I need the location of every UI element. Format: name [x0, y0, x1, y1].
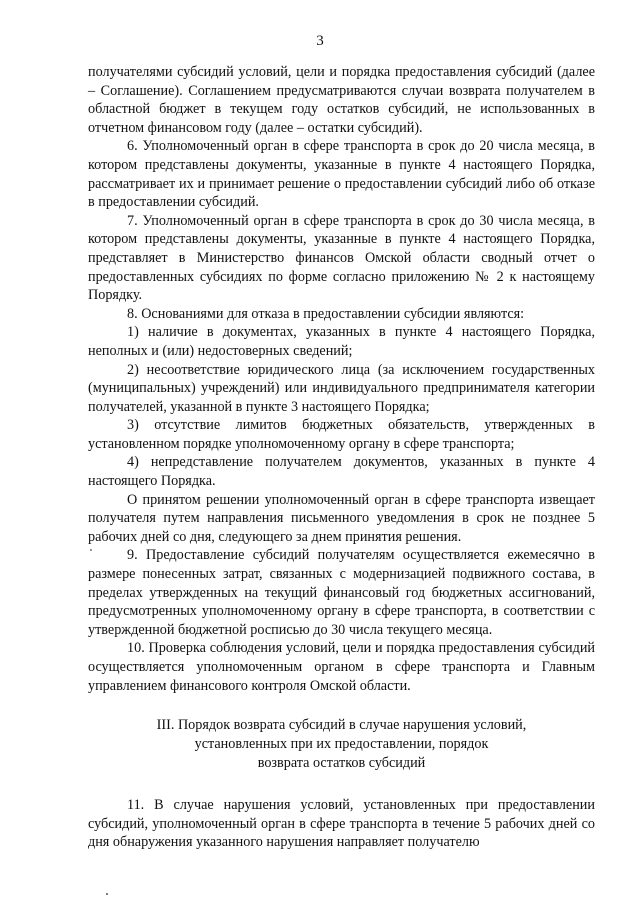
section-heading-line-3: возврата остатков субсидий — [257, 755, 426, 772]
document-body — [88, 63, 595, 852]
paragraph-8-item-2: 2) несоответствие юридического лица (за исключением государственных (муниципальных) учреждений) или индивидуального предпринимателя категории получателей, указанной в пункте 3 настоящего Порядка; — [88, 361, 595, 415]
paragraph-10: 10. Проверка соблюдения условий, цели и порядка предоставления субсидий осуществляется уполномоченным органом в сфере транспорта и Главным управлением финансового контроля Омской области. — [88, 640, 595, 694]
paragraph-8-item-4: 4) непредставление получателем документов, указанных в пункте 4 настоящего Порядка. — [88, 454, 595, 490]
paragraph-7: 7. Уполномоченный орган в сфере транспорта в срок до 30 числа месяца, в котором представлены документы, указанные в пункте 4 настоящего Порядка, представляет в Министерство финансов Омской области сводный отчет о предоставленных субсидиях по форме согласно приложению № 2 к настоящему Порядку. — [88, 212, 595, 304]
scan-dot — [106, 893, 108, 895]
paragraph-continuation: получателями субсидий условий, цели и порядка предоставления субсидий (далее – Соглашение). Соглашением предусматриваются случаи возврата получателем в областной бюджет в текущем году остатков субсидий, не использованных в отчетном финансовом году (далее – остатки субсидий). — [88, 64, 595, 136]
paragraph-8-item-1: 1) наличие в документах, указанных в пункте 4 настоящего Порядка, неполных и (или) недостоверных сведений; — [88, 324, 595, 359]
section-heading-line-2: установленных при их предоставлении, порядок — [194, 736, 489, 753]
paragraph-11: 11. В случае нарушения условий, установленных при предоставлении субсидий, уполномоченный орган в сфере транспорта в течение 5 рабочих дней со дня обнаружения указанного нарушения направляет получателю — [88, 797, 595, 851]
section-heading-line-1: III. Порядок возврата субсидий в случае нарушения условий, — [156, 717, 527, 734]
paragraph-8-decision: О принятом решении уполномоченный орган в сфере транспорта извещает получателя путем направления письменного уведомления в срок не позднее 5 рабочих дней со дня, следующего за днем принятия решения. — [88, 491, 595, 545]
paragraph-6: 6. Уполномоченный орган в сфере транспорта в срок до 20 числа месяца, в котором представлены документы, указанные в пункте 4 настоящего Порядка, рассматривает их и принимает решение о предоставлении субсидий либо об отказе в предоставлении субсидий. — [88, 138, 595, 211]
section-heading — [88, 716, 595, 773]
paragraph-8: 8. Основаниями для отказа в предоставлении субсидии являются: — [127, 305, 525, 322]
paragraph-8-item-3: 3) отсутствие лимитов бюджетных обязательств, утвержденных в установленном порядке уполномоченному органу в сфере транспорта; — [88, 417, 595, 452]
page-number: 3 — [316, 33, 324, 49]
scan-mark — [90, 549, 92, 551]
paragraph-9: 9. Предоставление субсидий получателям осуществляется ежемесячно в размере понесенных затрат, связанных с модернизацией подвижного состава, в пределах утвержденных на текущий финансовый год бюджетных ассигнований, предусмотренных уполномоченному органу в сфере транспорта, в соответствии с утвержденной бюджетной росписью до 30 числа текущего месяца. — [88, 547, 595, 638]
